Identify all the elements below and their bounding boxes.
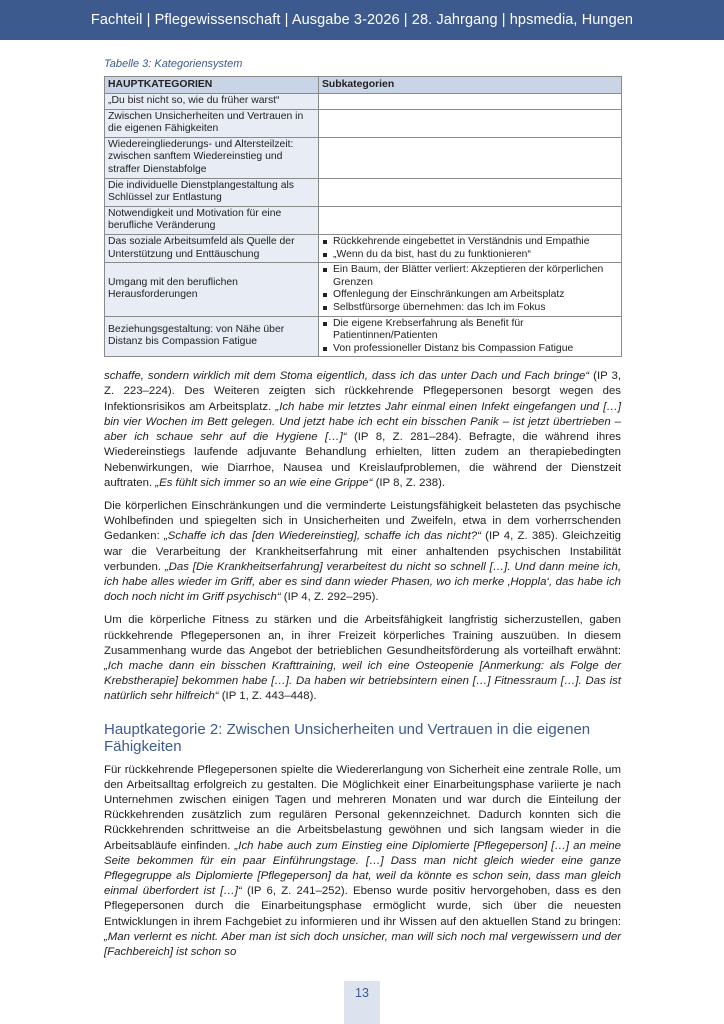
subcategory-item: Von professioneller Distanz bis Compassion Fatigue [322, 343, 618, 356]
subcategory-cell [319, 94, 622, 110]
subcategory-list [322, 264, 618, 314]
table-row [105, 137, 622, 178]
table-row [105, 206, 622, 234]
table-row [105, 263, 622, 316]
table-header-main: HAUPTKATEGORIEN [105, 77, 319, 94]
subcategory-cell [319, 137, 622, 178]
subcategory-cell [319, 263, 622, 316]
subcategory-item: Selbstfürsorge übernehmen: das Ich im Fokus [322, 302, 618, 315]
body-text: Für rückkehrende Pflegepersonen spielte die Wiedererlangung von Sicherheit eine zentrale Rolle, um den Arbeitsalltag erfolgreich zu gestalten. Die Möglichkeit einer Einarbeitungsphase variierte je nach Unternehmen zwischen einigen Tagen und mehreren Monaten und war durch die Einteilung der Rückkehrenden zusätzlich zum regulären Personal gekennzeichnet. Dadurch konnten sich die Rückkehrenden schrittweise an die Arbeitsbelastung gewöhnen und sich langsam wieder in die Arbeitsabläufe einfinden. [104, 763, 621, 852]
subcategory-cell [319, 178, 622, 206]
body-text: (IP 1, Z. 443–448). [218, 690, 317, 703]
body-text: Die körperlichen Einschränkungen und die verminderte Leistungsfähigkeit belasteten das psychische Wohlbefinden und spiegelten sich in Unsicherheiten und Zweifeln, etwa in dem vorherrschenden Gedanken: [104, 499, 621, 543]
category-table [104, 76, 622, 357]
subcategory-cell [319, 234, 622, 262]
subcategory-item: Ein Baum, der Blätter verliert: Akzeptieren der körperlichen Grenzen [322, 264, 618, 289]
main-category-cell: Die individuelle Dienstplangestaltung als Schlüssel zur Entlastung [105, 178, 319, 206]
body-text: (IP 3, Z. 223–224). Des Weiteren zeigten sich rückkehrende Pflegepersonen besorgt wegen des Infektionsrisikos am Arbeitsplatz. [104, 370, 621, 413]
section-heading: Hauptkategorie 2: Zwischen Unsicherheiten und Vertrauen in die eigenen Fähigkeiten [104, 720, 591, 755]
quote-text: „Ich habe mir letztes Jahr einmal einen Infekt eingefangen und […] bin vier Wochen im Bett gelegen. Und jetzt habe ich echt ein bisschen Panik – ist jetzt übertrieben – aber ich schaue sehr auf die Hygiene […]“ [104, 400, 621, 444]
quote-text: „Man verlernt es nicht. Aber man ist sich doch unsicher, man will sich noch mal vergewissern und der [Fachbereich] ist schon so [104, 930, 621, 958]
body-paragraph [104, 763, 621, 961]
table-row [105, 316, 622, 357]
subcategory-list [322, 318, 618, 356]
subcategory-item: „Wenn du da bist, hast du zu funktionieren“ [322, 249, 618, 262]
body-text: (IP 8, Z. 281–284). Befragte, die während ihres Wiedereinstiegs laufende adjuvante Behandlung erhielten, litten zudem an therapiebedingten Nebenwirkungen, wie Diarrhoe, Nausea und Kreislaufproblemen, die während der Dienstzeit auftraten. [104, 431, 621, 489]
body-text: (IP 8, Z. 238). [372, 476, 446, 489]
table-caption: Tabelle 3: Kategoriensystem [104, 58, 243, 70]
subcategory-item: Rückkehrende eingebettet in Verständnis und Empathie [322, 236, 618, 249]
table-row [105, 94, 622, 110]
main-category-cell: Notwendigkeit und Motivation für eine berufliche Veränderung [105, 206, 319, 234]
body-text: Um die körperliche Fitness zu stärken und die Arbeitsfähigkeit langfristig sicherzustellen, gaben rückkehrende Pflegepersonen an, in ihrer Freizeit körperliches Training auszuüben. In diesem Zusammenhang wurde das Angebot der betrieblichen Gesundheitsförderung als vorteilhaft erwähnt: [104, 614, 621, 657]
page-header [0, 0, 724, 40]
table-row [105, 178, 622, 206]
body-paragraph [104, 499, 621, 605]
quote-text: schaffe, sondern wirklich mit dem Stoma eigentlich, dass ich das unter Dach und Fach bringe“ [104, 370, 590, 383]
quote-text: „Das [Die Krankheitserfahrung] verarbeitest du nicht so schnell […]. Und dann meine ich, ich habe alles wieder im Griff, aber es sind dann wieder Phasen, wo ich merke ‚Hoppla‘, das habe ich doch noch nicht im Griff psychisch“ [104, 560, 621, 604]
subcategory-item: Offenlegung der Einschränkungen am Arbeitsplatz [322, 289, 618, 302]
table-header-row [105, 77, 622, 94]
main-category-cell: „Du bist nicht so, wie du früher warst“ [105, 94, 319, 110]
quote-text: „Ich mache dann ein bisschen Krafttraining, weil ich eine Osteopenie [Anmerkung: als Folge der Krebstherapie] bekommen habe […]. Da haben wir betriebsintern einen […] Fitnessraum […]. Das ist natürlich sehr hilfreich“ [104, 659, 621, 703]
subcategory-cell [319, 206, 622, 234]
subcategory-list [322, 236, 618, 261]
main-category-cell: Wiedereingliederungs- und Altersteilzeit: zwischen sanftem Wiedereinstieg und straffer Dienstabfolge [105, 137, 319, 178]
main-category-cell: Beziehungsgestaltung: von Nähe über Distanz bis Compassion Fatigue [105, 316, 319, 357]
body-paragraph [104, 613, 621, 704]
body-text: (IP 4, Z. 292–295). [280, 591, 379, 604]
table-header-sub: Subkategorien [319, 77, 622, 94]
body-paragraph [104, 369, 621, 491]
page-content [104, 58, 621, 968]
main-category-cell: Das soziale Arbeitsumfeld als Quelle der Unterstützung und Enttäuschung [105, 234, 319, 262]
body-text: (IP 4, Z. 385). Gleichzeitig war die Verarbeitung der Krankheitserfahrung mit einer anhaltenden psychischen Instabilität verbunden. [104, 530, 621, 573]
body-text: (IP 6, Z. 241–252). Ebenso wurde positiv hervorgehoben, dass es den Pflegepersonen durch die Einarbeitungsphase ermöglicht wurde, sich über die neuesten Entwicklungen in ihrem Fachgebiet zu informieren und ihr Wissen auf den aktuellen Stand zu bringen: [104, 885, 622, 928]
table-row [105, 234, 622, 262]
subcategory-cell [319, 109, 622, 137]
table-row [105, 109, 622, 137]
header-title: Fachteil | Pflegewissenschaft | Ausgabe 3-2026 | 28. Jahrgang | hpsmedia, Hungen [90, 12, 634, 28]
subcategory-cell [319, 316, 622, 357]
subcategory-item: Die eigene Krebserfahrung als Benefit für Patientinnen/Patienten [322, 318, 618, 343]
main-category-cell: Umgang mit den beruflichen Herausforderungen [105, 263, 319, 316]
page-number: 13 [344, 981, 380, 1024]
quote-text: „Schaffe ich das [den Wiedereinstieg], schaffe ich das nicht?“ [163, 530, 481, 543]
table-body [105, 94, 622, 357]
main-category-cell: Zwischen Unsicherheiten und Vertrauen in die eigenen Fähigkeiten [105, 109, 319, 137]
quote-text: „Ich habe auch zum Einstieg eine Diplomierte [Pflegeperson] […] an meine Seite bekommen für ein paar Einführungstage. […] Dass man nicht gleich wieder eine ganze Pflegegruppe als Diplomierte [Pflegeperson] da hat, weil da könnte es schon sein, dass man gleich einmal überfordert ist […]“ [104, 839, 621, 898]
quote-text: „Es fühlt sich immer so an wie eine Grippe“ [155, 476, 373, 489]
